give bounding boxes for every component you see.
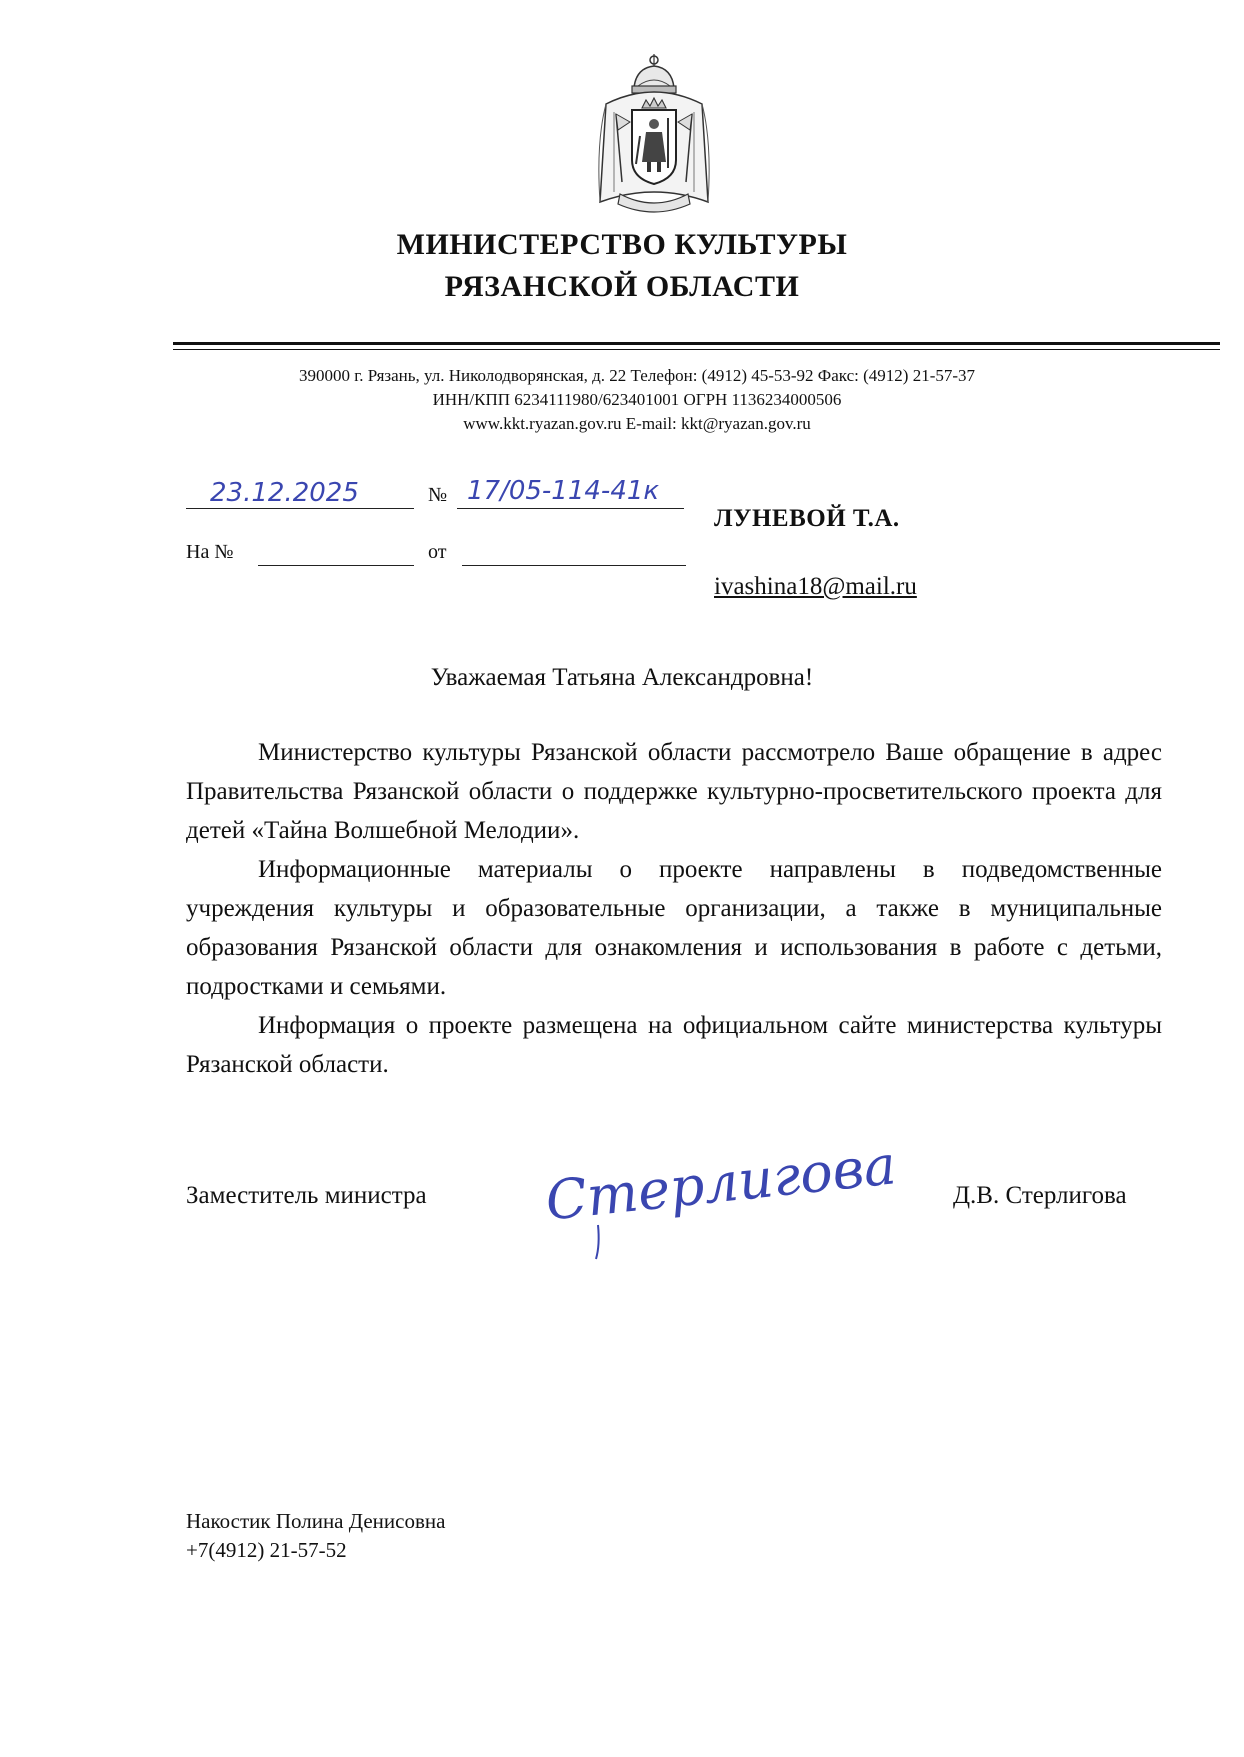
reference-number-label: На № xyxy=(186,541,234,563)
ryazan-coat-of-arms-icon xyxy=(586,52,722,220)
handwritten-signature xyxy=(538,1133,899,1255)
signer-name: Д.В. Стерлигова xyxy=(953,1182,1127,1209)
salutation: Уважаемая Татьяна Александровна! xyxy=(430,664,814,691)
registration-date: 23.12.2025 xyxy=(210,478,359,508)
reference-from-label: от xyxy=(428,541,447,563)
contact-tax-ids: ИНН/КПП 6234111980/623401001 ОГРН 1136234000506 xyxy=(432,390,842,409)
registration-number-field xyxy=(457,478,684,509)
registration-number: 17/05-114-41к xyxy=(467,476,660,506)
contact-address: 390000 г. Рязань, ул. Николодворянская, д. 22 Телефон: (4912) 45-53-92 Факс: (4912) 21-57-37 xyxy=(298,366,976,385)
signature-text: Стерлигова xyxy=(542,1133,899,1233)
header-rule-thin xyxy=(173,349,1220,350)
addressee-name: ЛУНЕВОЙ Т.А. xyxy=(714,505,900,532)
executor-name: Накостик Полина Денисовна xyxy=(186,1509,446,1533)
body-paragraph: Информационные материалы о проекте направлены в подведомственные учреждения культуры и образовательные организации, а также в муниципальные образования Рязанской области для ознакомления и использования в работе с детьми, подростками и семьями. xyxy=(186,856,1162,1000)
registration-number-label: № xyxy=(428,484,448,506)
registration-date-field xyxy=(186,478,414,509)
executor-phone: +7(4912) 21-57-52 xyxy=(186,1538,347,1562)
org-title-line2: РЯЗАНСКОЙ ОБЛАСТИ xyxy=(444,270,800,303)
body-paragraph: Министерство культуры Рязанской области рассмотрело Ваше обращение в адрес Правительства Рязанской области о поддержке культурно-просветительского проекта для детей «Тайна Волшебной Мелодии». xyxy=(186,739,1162,844)
reference-number-field xyxy=(258,537,414,566)
reference-date-field xyxy=(462,537,686,566)
letter-body xyxy=(186,733,1162,1084)
org-title-line1: МИНИСТЕРСТВО КУЛЬТУРЫ xyxy=(396,228,848,261)
body-paragraph: Информация о проекте размещена на официальном сайте министерства культуры Рязанской области. xyxy=(186,1012,1162,1078)
signer-position: Заместитель министра xyxy=(186,1182,427,1209)
header-rule-thick xyxy=(173,342,1220,345)
contact-web-email: www.kkt.ryazan.gov.ru E-mail: kkt@ryazan.gov.ru xyxy=(463,414,811,433)
addressee-email: ivashina18@mail.ru xyxy=(714,573,917,600)
